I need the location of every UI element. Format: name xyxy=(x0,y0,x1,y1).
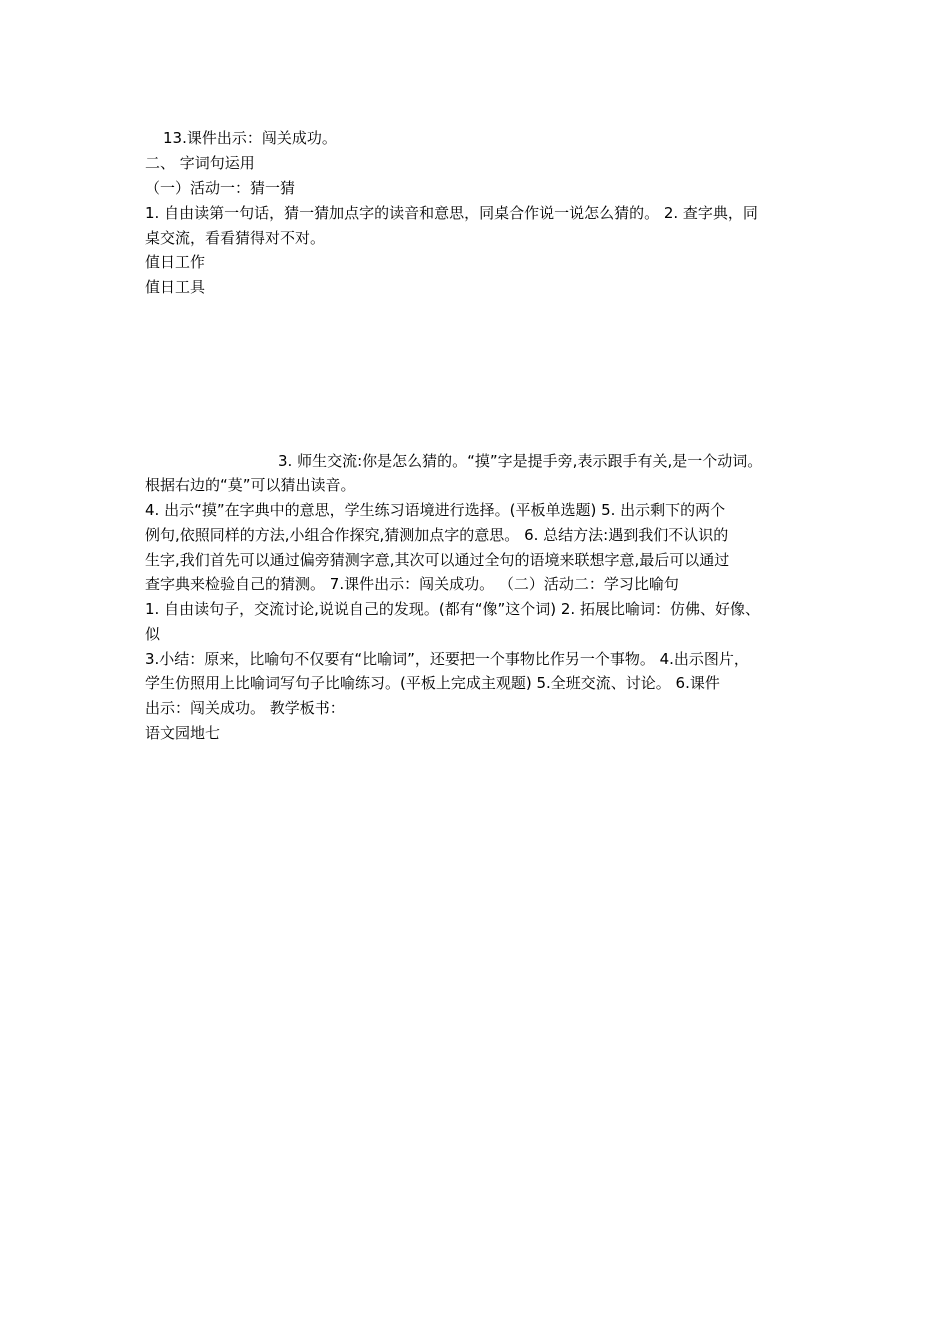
paragraph-line: 桌交流，看看猜得对不对。 xyxy=(145,229,326,247)
paragraph-line: 出示：闯关成功。 教学板书： xyxy=(145,699,345,717)
paragraph-line: 生字,我们首先可以通过偏旁猜测字意,其次可以通过全句的语境来联想字意,最后可以通过 xyxy=(145,551,730,569)
subsection-heading: （一）活动一：猜一猜 xyxy=(145,179,296,197)
paragraph-line: 似 xyxy=(145,625,161,643)
paragraph-line: 学生仿照用上比喻词写句子比喻练习。(平板上完成主观题) 5.全班交流、讨论。 6.课件 xyxy=(145,674,720,692)
paragraph-line: 13.课件出示：闯关成功。 xyxy=(163,129,337,147)
paragraph-line: 值日工作 xyxy=(145,253,206,271)
paragraph-line: 1. 自由读句子，交流讨论,说说自己的发现。(都有“像”这个词) 2. 拓展比喻词：仿佛、好像、 xyxy=(145,600,760,618)
paragraph-line: 4. 出示“摸”在字典中的意思，学生练习语境进行选择。(平板单选题) 5. 出示剩下的两个 xyxy=(145,501,726,519)
paragraph-line: 查字典来检验自己的猜测。 7.课件出示：闯关成功。 （二）活动二：学习比喻句 xyxy=(145,575,679,593)
paragraph-line: 例句,依照同样的方法,小组合作探究,猜测加点字的意思。 6. 总结方法:遇到我们不认识的 xyxy=(145,526,729,544)
paragraph-line: 1. 自由读第一句话，猜一猜加点字的读音和意思，同桌合作说一说怎么猜的。 2. 查字典，同 xyxy=(145,204,758,222)
paragraph-line: 根据右边的“莫”可以猜出读音。 xyxy=(145,476,356,494)
paragraph-line: 语文园地七 xyxy=(145,724,221,742)
paragraph-line: 3. 师生交流:你是怎么猜的。“摸”字是提手旁,表示跟手有关,是一个动词。 xyxy=(278,452,763,470)
paragraph-line: 3.小结：原来，比喻句不仅要有“比喻词”，还要把一个事物比作另一个事物。 4.出示图片， xyxy=(145,650,749,668)
paragraph-line: 值日工具 xyxy=(145,278,206,296)
section-heading: 二、 字词句运用 xyxy=(145,154,255,172)
